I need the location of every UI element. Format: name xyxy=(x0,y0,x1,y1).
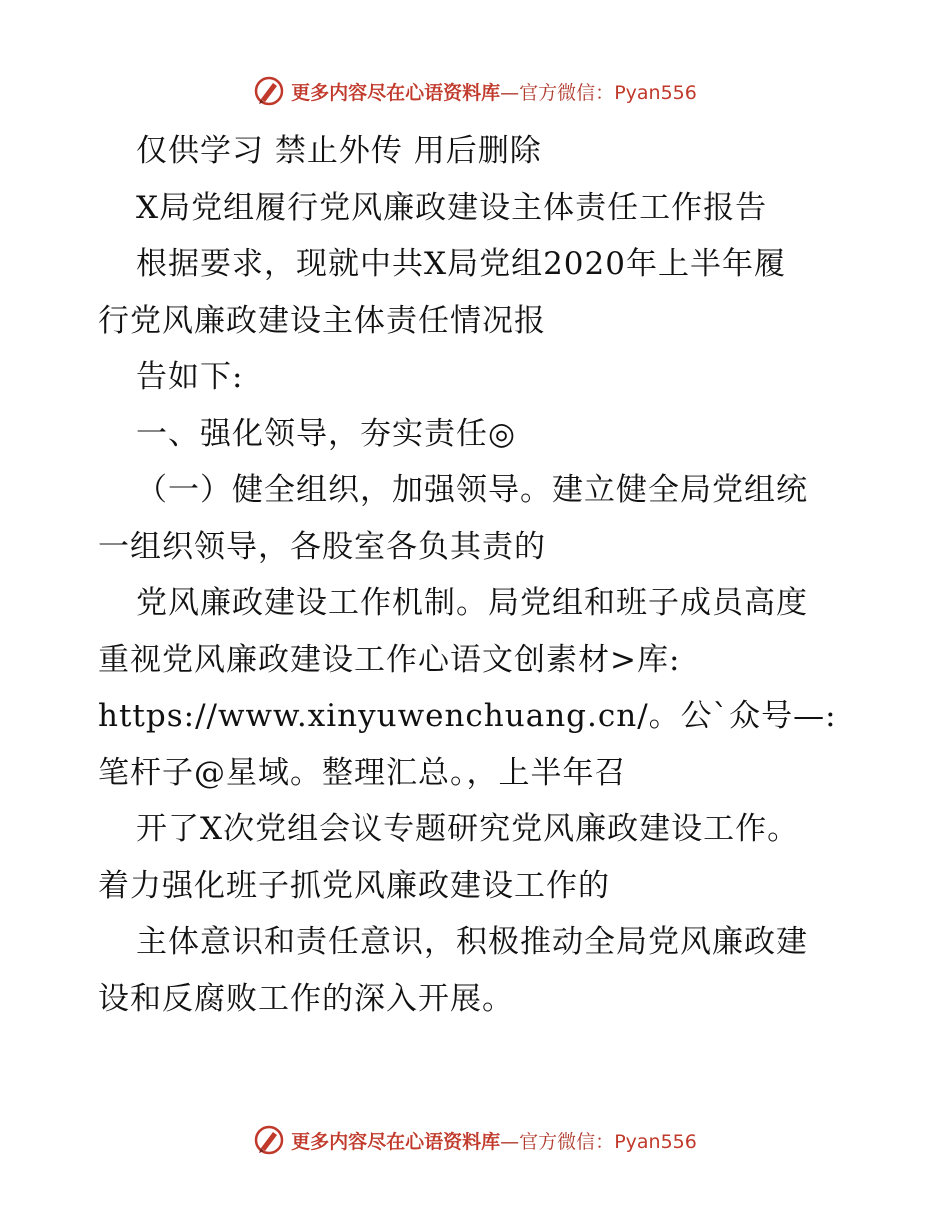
text-line: 党风廉政建设工作机制。局党组和班子成员高度 xyxy=(136,585,808,621)
text-line: 一组织领导，各股室各负其责的 xyxy=(98,528,546,565)
header-watermark xyxy=(0,71,950,111)
text-line: 重视党风廉政建设工作心语文创素材>库: xyxy=(98,641,681,678)
text-line: 主体意识和责任意识，积极推动全局党风廉政建 xyxy=(136,924,808,960)
text-line: 设和反腐败工作的深入开展。 xyxy=(98,980,514,1017)
document-body xyxy=(98,123,868,1027)
text-line: 开了X次党组会议专题研究党风廉政建设工作。 xyxy=(136,811,800,847)
text-line: 根据要求，现就中共X局党组2020年上半年履 xyxy=(136,246,786,282)
footer-watermark xyxy=(0,1120,950,1160)
pen-logo-icon xyxy=(253,75,285,107)
text-line: （一）健全组织，加强领导。建立健全局党组统 xyxy=(136,472,808,508)
text-line: 仅供学习 禁止外传 用后删除 xyxy=(136,133,542,169)
text-line: 着力强化班子抓党风廉政建设工作的 xyxy=(98,867,610,904)
text-line: 行党风廉政建设主体责任情况报 xyxy=(98,302,546,339)
text-line: 笔杆子@星域。整理汇总。，上半年召 xyxy=(98,754,627,791)
text-line: X局党组履行党风廉政建设主体责任工作报告 xyxy=(136,189,768,226)
text-line: 一、强化领导，夯实责任◎ xyxy=(136,415,517,452)
text-line: 告如下: xyxy=(136,359,244,395)
text-line: https://www.xinyuwenchuang.cn/。公`众号—: xyxy=(98,698,837,734)
pen-logo-icon xyxy=(253,1124,285,1156)
watermark-text: 更多内容尽在心语资料库—官方微信：Pyan556 xyxy=(291,81,697,104)
watermark-text: 更多内容尽在心语资料库—官方微信：Pyan556 xyxy=(291,1130,697,1153)
